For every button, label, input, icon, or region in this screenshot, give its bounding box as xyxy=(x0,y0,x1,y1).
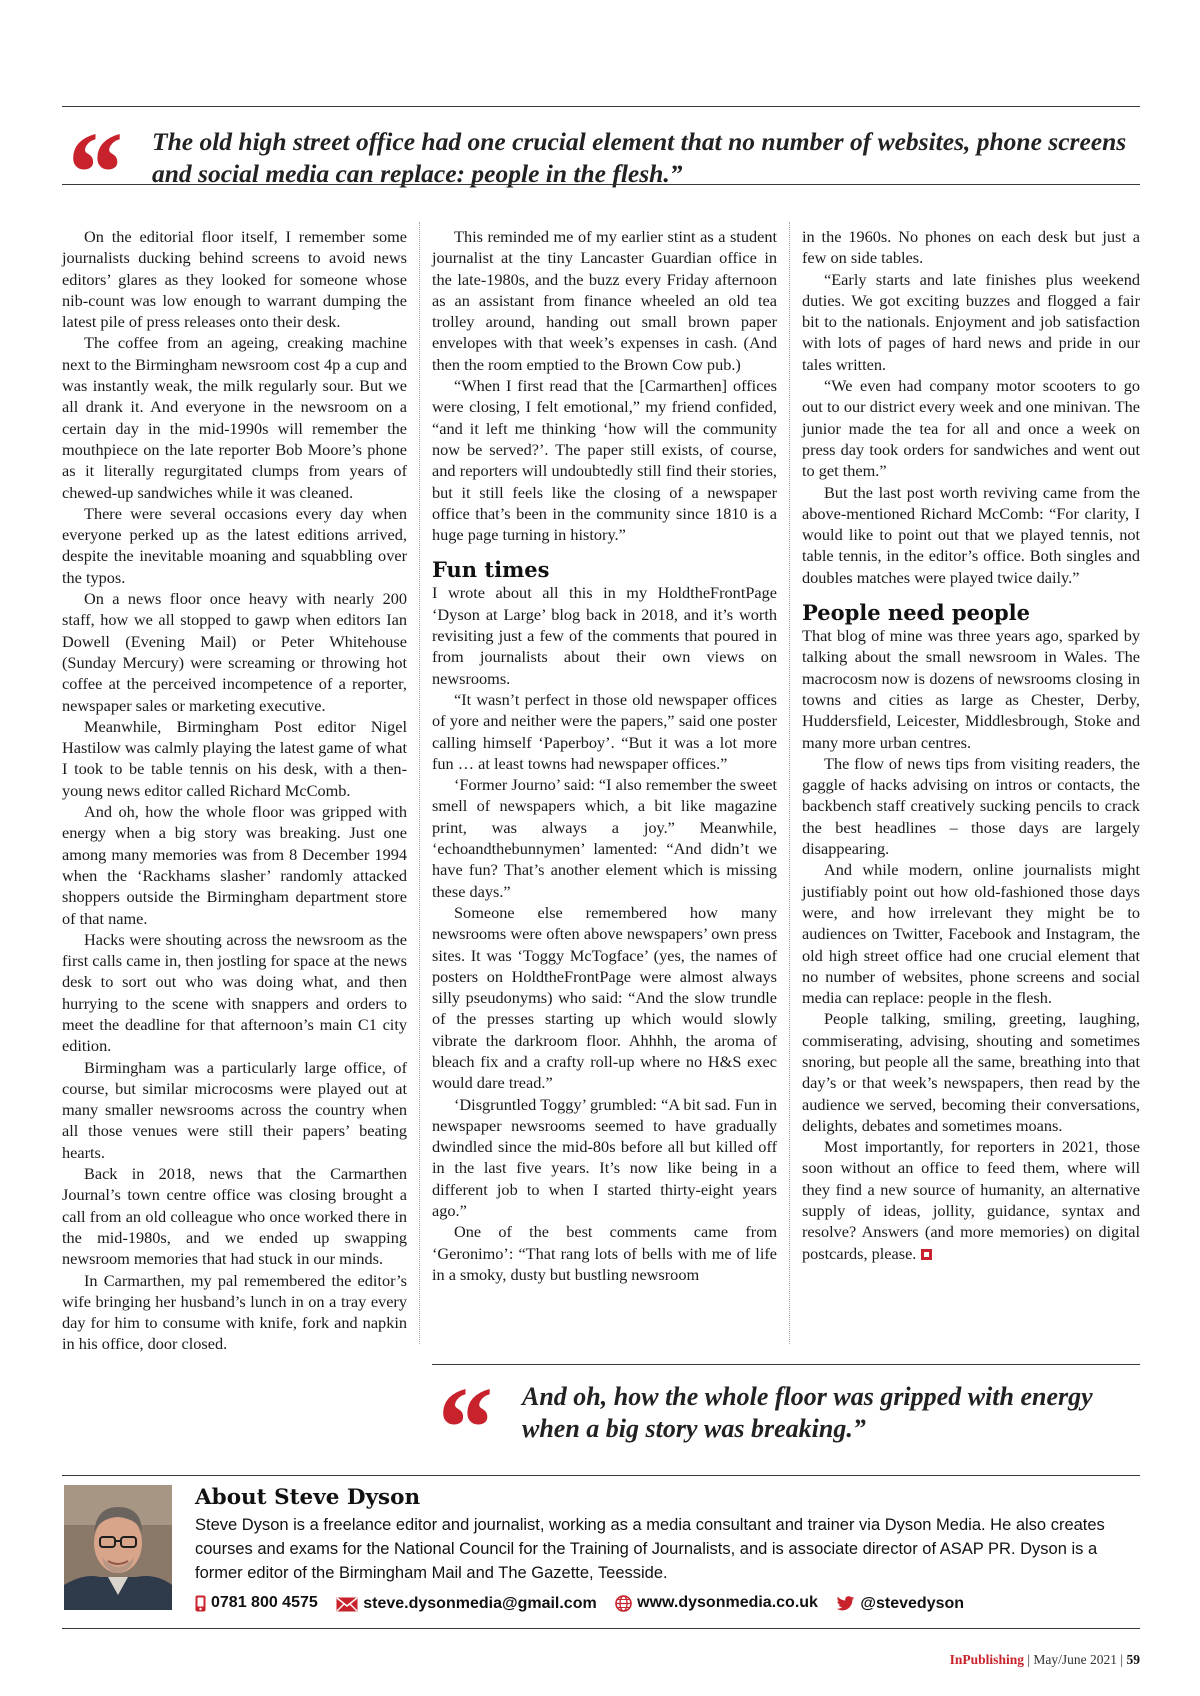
paragraph: Someone else remembered how many newsrooms were often above newspapers’ own press sites. It was ‘Toggy McTogface’ (yes, the names of posters on HoldtheFrontPage were almost always silly pseudonyms) who said: “And the slow trundle of the presses starting up which would slowly vibrate the darkroom floor. Ahhhh, the aroma of bleach fix and a crafty roll-up where no H&S exec would dare tread.” xyxy=(432,902,777,1093)
paragraph: “When I first read that the [Carmarthen] offices were closing, I felt emotional,” my friend confided, “and it left me thinking ‘how will the community now be served?’. The paper still exists, of course, and reporters will undoubtedly still find their stories, but it still feels like the closing of a newspaper office that’s been in the community since 1810 is a huge page turning in history.” xyxy=(432,376,777,545)
paragraph: I wrote about all this in my HoldtheFrontPage ‘Dyson at Large’ blog back in 2018, and it’s worth revisiting just a few of the comments that poured in from journalists about their own views on newsrooms. xyxy=(432,583,777,688)
paragraph: Hacks were shouting across the newsroom as the first calls came in, then jostling for space at the news desk to sort out who was doing what, and then hurrying to the scene with snappers and orders to meet the deadline for that afternoon’s main C1 city edition. xyxy=(62,929,407,1056)
pull-quote-top xyxy=(62,107,1140,238)
twitter-icon xyxy=(836,1596,855,1612)
brand-publishing: Publishing xyxy=(962,1652,1024,1667)
globe-icon xyxy=(615,1595,632,1612)
paragraph-text: Most importantly, for reporters in 2021, those soon without an office to feed them, where will they find a new source of humanity, an alternative supply of ideas, jollity, guidance, syntax and resolve? Answers (and more memories) on digital postcards, please. xyxy=(802,1137,1140,1263)
pull-quote-2-top-rule xyxy=(432,1364,1140,1365)
pull-quote-top-text: The old high street office had one crucial element that no number of websites, phone screens and social media can replace: people in the flesh.” xyxy=(152,127,1127,188)
page-number: 59 xyxy=(1126,1652,1140,1667)
article-column-1 xyxy=(62,226,407,1355)
issue-date: May/June 2021 xyxy=(1033,1652,1118,1667)
paragraph: This reminded me of my earlier stint as a student journalist at the tiny Lancaster Guardian office in the late-1980s, and the buzz every Friday afternoon as an assistant from finance wheeled an old tea trolley around, handing out small brown paper envelopes with that week’s expenses in cash. (And then the room emptied to the Brown Cow pub.) xyxy=(432,227,777,374)
quote-mark-icon: “ xyxy=(432,1362,491,1493)
contact-twitter[interactable] xyxy=(836,1594,964,1614)
subheading-people-need-people: People need people xyxy=(802,600,1030,626)
footer-separator: | xyxy=(1027,1652,1031,1667)
top-rule xyxy=(62,106,1140,107)
quote-mark-icon: “ xyxy=(62,107,121,238)
bio-top-rule xyxy=(62,1475,1140,1476)
paragraph: On a news floor once heavy with nearly 200 staff, how we all stopped to gawp when editors Ian Dowell (Evening Mail) or Peter Whitehouse (Sunday Mercury) were screaming or throwing hot coffee at the perceived incompetence of a reporter, newspaper sales or marketing executive. xyxy=(62,589,407,715)
subheading-fun-times: Fun times xyxy=(432,557,550,583)
author-bio xyxy=(62,1485,1140,1625)
author-portrait-icon xyxy=(64,1485,172,1610)
phone-icon xyxy=(195,1595,206,1612)
paragraph: On the editorial floor itself, I remember some journalists ducking behind screens to avoid news editors’ glares as they looked for someone whose nib-count was low enough to warrant dumping the latest pile of press releases onto their desk. xyxy=(62,227,407,332)
paragraph: ‘Disgruntled Toggy’ grumbled: “A bit sad. Fun in newspaper newsrooms seemed to have gradually dwindled since the mid-80s before all but killed off in the last five years. It’s now like being in a different job to when I started thirty-eight years ago.” xyxy=(432,1094,777,1221)
email-address[interactable]: steve.dysonmedia@gmail.com xyxy=(363,1595,597,1612)
paragraph: And while modern, online journalists might justifiably point out how old-fashioned those days were, and how irrelevant they might be to audiences on Twitter, Facebook and Instagram, the old high street office had one crucial element that no number of websites, phone screens and social media can replace: people in the flesh. xyxy=(802,860,1140,1008)
paragraph: That blog of mine was three years ago, sparked by talking about the small newsroom in Wales. The macrocosm now is dozens of newsrooms closing in towns and cities as large as Chester, Derby, Huddersfield, Leicester, Middlesbrough, Stoke and many more urban centres. xyxy=(802,626,1140,752)
twitter-handle[interactable]: @stevedyson xyxy=(860,1594,965,1612)
article-column-3 xyxy=(802,226,1140,1264)
paragraph: And oh, how the whole floor was gripped with energy when a big story was breaking. Just one among many memories was from 8 December 1994 when the ‘Rackhams slasher’ randomly attacked shoppers outside the Birmingham department store of that name. xyxy=(62,802,407,928)
paragraph: But the last post worth reviving came from the above-mentioned Richard McComb: “For clarity, I would like to point out that we played tennis, not table tennis, in the editor’s office. Both singles and doubles matches were played twice daily.” xyxy=(802,482,1140,587)
end-mark-icon xyxy=(921,1249,932,1260)
contact-website[interactable] xyxy=(615,1593,818,1613)
paragraph: Back in 2018, news that the Carmarthen Journal’s town centre office was closing brought a call from an old colleague who once worked there in the mid-1980s, and we ended up swapping newsroom memories that had stuck in our minds. xyxy=(62,1164,407,1269)
paragraph: “Early starts and late finishes plus weekend duties. We got exciting buzzes and flogged a fair bit to the nationals. Enjoyment and job satisfaction with lots of pages of hard news and pride in our tales written. xyxy=(802,269,1140,374)
website-url[interactable]: www.dysonmedia.co.uk xyxy=(637,1594,818,1611)
article-column-2 xyxy=(432,226,777,1285)
contact-phone xyxy=(195,1593,318,1613)
column-separator-1 xyxy=(419,222,420,1344)
pull-quote-bottom-text: And oh, how the whole floor was gripped with energy when a big story was breaking.” xyxy=(522,1382,1093,1443)
paragraph: One of the best comments came from ‘Geronimo’: “That rang lots of bells with me of life in a smoky, dusty but bustling newsroom xyxy=(432,1222,777,1284)
column-separator-2 xyxy=(789,222,790,1344)
pull-quote-bottom xyxy=(432,1362,1140,1493)
phone-number: 0781 800 4575 xyxy=(211,1594,318,1611)
paragraph: The coffee from an ageing, creaking machine next to the Birmingham newsroom cost 4p a cup and was instantly weak, the milk regularly sour. But we all drank it. And everyone in the newsroom on a certain day in the mid-1990s will remember the mouthpiece on the late reporter Bob Moore’s phone as it literally regurgitated clumps from years of chewed-up sandwiches while it was cleaned. xyxy=(62,333,407,502)
paragraph: People talking, smiling, greeting, laughing, commiserating, advising, shouting and sometimes snoring, but people all the same, breathing into that day’s or that week’s newspapers, then read by the audience we served, becoming their conversations, delights, debates and sometimes moans. xyxy=(802,1009,1140,1135)
email-icon xyxy=(336,1597,358,1612)
bio-title: About Steve Dyson xyxy=(195,1485,421,1510)
paragraph: In Carmarthen, my pal remembered the editor’s wife bringing her husband’s lunch in on a tray every day for him to consume with knife, fork and napkin in his office, door closed. xyxy=(62,1270,407,1354)
pull-quote-bottom-rule xyxy=(62,184,1140,185)
paragraph: in the 1960s. No phones on each desk but just a few on side tables. xyxy=(802,227,1140,268)
author-photo xyxy=(64,1485,172,1610)
bio-bottom-rule xyxy=(62,1628,1140,1629)
page-footer xyxy=(950,1652,1140,1668)
paragraph: “It wasn’t perfect in those old newspaper offices of yore and neither were the papers,” said one poster calling himself ‘Paperboy’. “But it was a lot more fun … at least towns had newspaper offices.” xyxy=(432,689,777,773)
paragraph: ‘Former Journo’ said: “I also remember the sweet smell of newspapers which, a bit like magazine print, was always a joy.” Meanwhile, ‘echoandthebunnymen’ lamented: “And didn’t we have fun? That’s another element which is missing these days.” xyxy=(432,775,777,901)
paragraph: There were several occasions every day when everyone perked up as the latest editions arrived, despite the inevitable moaning and squabbling over the typos. xyxy=(62,503,407,587)
bio-text: Steve Dyson is a freelance editor and journalist, working as a media consultant and trainer via Dyson Media. He also creates courses and exams for the National Council for the Training of Journalists, and is associate director of ASAP PR. Dyson is a former editor of the Birmingham Mail and The Gazette, Teesside. xyxy=(195,1516,1105,1582)
footer-separator: | xyxy=(1120,1652,1124,1667)
paragraph: Birmingham was a particularly large office, of course, but similar microcosms were played out at many smaller newsrooms across the country when all those venues were still their papers’ beating hearts. xyxy=(62,1057,407,1162)
paragraph: The flow of news tips from visiting readers, the gaggle of hacks advising on intros or contacts, the backbench staff creatively sucking pencils to crack the best headlines – those days are largely disappearing. xyxy=(802,753,1140,859)
paragraph: Meanwhile, Birmingham Post editor Nigel Hastilow was calmly playing the latest game of what I took to be table tennis on his desk, with a then-young news editor called Richard McComb. xyxy=(62,716,407,800)
contact-email[interactable] xyxy=(336,1594,596,1614)
brand-in: In xyxy=(949,1652,963,1667)
paragraph: “We even had company motor scooters to go out to our district every week and one minivan. The junior made the tea for all and once a week on press day took orders for sandwiches and went out to get them.” xyxy=(802,376,1140,481)
contact-row xyxy=(195,1593,1140,1618)
final-paragraph xyxy=(802,1136,1140,1264)
